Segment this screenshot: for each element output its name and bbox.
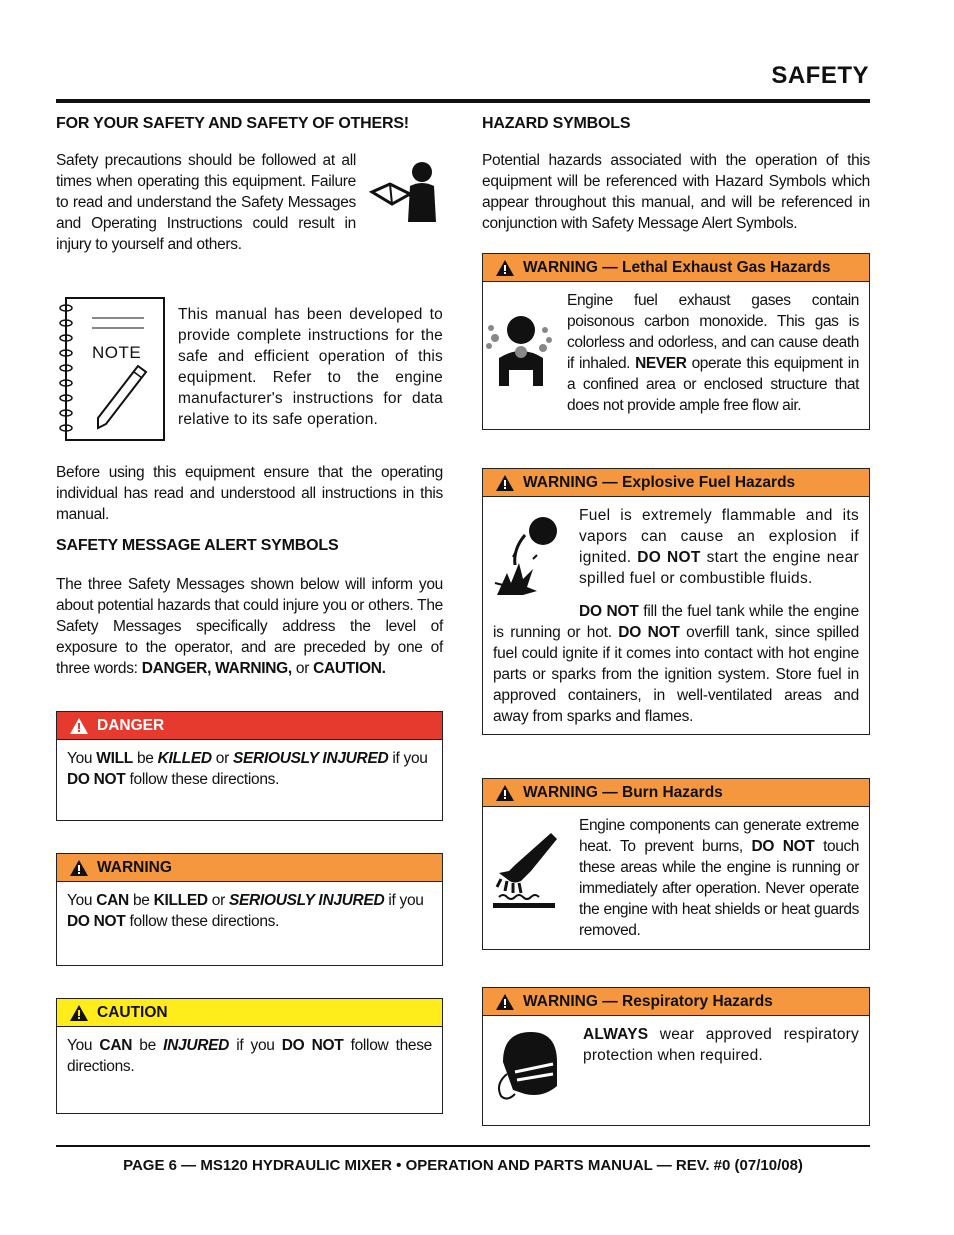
- alert-symbols-paragraph: The three Safety Messages shown below will inform you about potential hazards that could injure you or others. The Safety Messages specifically address the level of exposure to the operator, and are preceded by one of three words: DANGER, WARNING, or CAUTION.: [56, 576, 443, 677]
- fuel-label: WARNING — Explosive Fuel Hazards: [523, 473, 796, 491]
- caution-label: CAUTION: [97, 1003, 168, 1021]
- heading-hazard-symbols: HAZARD SYMBOLS: [482, 115, 631, 132]
- page-title: SAFETY: [771, 62, 869, 89]
- exhaust-header: [483, 254, 869, 282]
- exhaust-text: Engine fuel exhaust gases contain poisonous carbon monoxide. This gas is colorless and odorless, and can cause death if inhaled. NEVER operate this equipment in a confined area or enclosed structure that does not provide ample free flow air.: [567, 292, 860, 414]
- respiratory-label: WARNING — Respiratory Hazards: [523, 992, 773, 1010]
- alert-triangle-icon: [69, 1004, 89, 1022]
- caution-text: You CAN be INJURED if you DO NOT follow these directions.: [67, 1037, 432, 1075]
- before-using-paragraph: Before using this equipment ensure that the operating individual has read and understood all instructions in this manual.: [56, 464, 443, 523]
- burn-header: [483, 779, 869, 807]
- fuel-hazard-box: [482, 468, 870, 735]
- alert-triangle-icon: [69, 717, 89, 735]
- danger-box: [56, 711, 443, 821]
- respiratory-text: ALWAYS wear approved respiratory protection when required.: [583, 1026, 859, 1064]
- caution-box: [56, 998, 443, 1114]
- danger-text: You WILL be KILLED or SERIOUSLY INJURED if you DO NOT follow these directions.: [67, 750, 428, 788]
- fuel-text-2: DO NOT fill the fuel tank while the engine is running or hot. DO NOT overfill tank, since spilled fuel could ignite if it comes into contact with hot engine parts or sparks from the ignition system. Store fuel in approved containers, in well-ventilated areas and away from sparks and flames.: [493, 603, 859, 725]
- alert-triangle-icon: [495, 259, 515, 277]
- top-divider: [56, 99, 870, 103]
- hazard-intro-paragraph: Potential hazards associated with the operation of this equipment will be referenced with Hazard Symbols which appear throughout this manual, and will be referenced in conjunction with Safety Message Alert Symbols.: [482, 152, 870, 232]
- alert-triangle-icon: [495, 993, 515, 1011]
- danger-label: DANGER: [97, 716, 165, 734]
- burn-label: WARNING — Burn Hazards: [523, 783, 723, 801]
- respiratory-header: [483, 988, 869, 1016]
- warning-header: [57, 854, 442, 882]
- exhaust-hazard-box: [482, 253, 870, 430]
- burn-hazard-box: [482, 778, 870, 950]
- exhaust-gas-icon: [485, 308, 553, 386]
- bottom-divider: [56, 1145, 870, 1147]
- respiratory-hazard-box: [482, 987, 870, 1126]
- heading-alert-symbols: SAFETY MESSAGE ALERT SYMBOLS: [56, 537, 339, 554]
- respirator-mask-icon: [495, 1028, 561, 1102]
- read-manual-icon: [366, 160, 444, 222]
- safety-intro-paragraph: Safety precautions should be followed at all times when operating this equipment. Failure to read and understand the Safety Messages and Operating Instructions could result in injury to yourself and others.: [56, 152, 356, 253]
- page-footer: PAGE 6 — MS120 HYDRAULIC MIXER • OPERATION AND PARTS MANUAL — REV. #0 (07/10/08): [123, 1157, 803, 1174]
- warning-label: WARNING: [97, 858, 172, 876]
- manual-purpose-paragraph: This manual has been developed to provide complete instructions for the safe and efficient operation of this equipment. Refer to the engine manufacturer's instructions for data relative to its safe operation.: [178, 306, 443, 428]
- hot-surface-hand-icon: [491, 831, 563, 911]
- note-label: NOTE: [92, 343, 142, 362]
- warning-text: You CAN be KILLED or SERIOUSLY INJURED if you DO NOT follow these directions.: [67, 892, 424, 930]
- alert-triangle-icon: [495, 784, 515, 802]
- caution-header: [57, 999, 442, 1027]
- burn-text: Engine components can generate extreme heat. To prevent burns, DO NOT touch these areas while the engine is running or immediately after operation. Never operate the engine with heat shields or heat guards removed.: [579, 817, 860, 939]
- alert-triangle-icon: [69, 859, 89, 877]
- note-notebook-icon: [56, 296, 166, 442]
- fuel-header: [483, 469, 869, 497]
- danger-header: [57, 712, 442, 740]
- explosion-icon: [493, 513, 561, 601]
- fuel-text-1: Fuel is extremely flammable and its vapors can cause an explosion if ignited. DO NOT start the engine near spilled fuel or combustible fluids.: [579, 507, 859, 587]
- warning-box: [56, 853, 443, 966]
- exhaust-label: WARNING — Lethal Exhaust Gas Hazards: [523, 258, 831, 276]
- heading-your-safety: FOR YOUR SAFETY AND SAFETY OF OTHERS!: [56, 115, 409, 132]
- alert-triangle-icon: [495, 474, 515, 492]
